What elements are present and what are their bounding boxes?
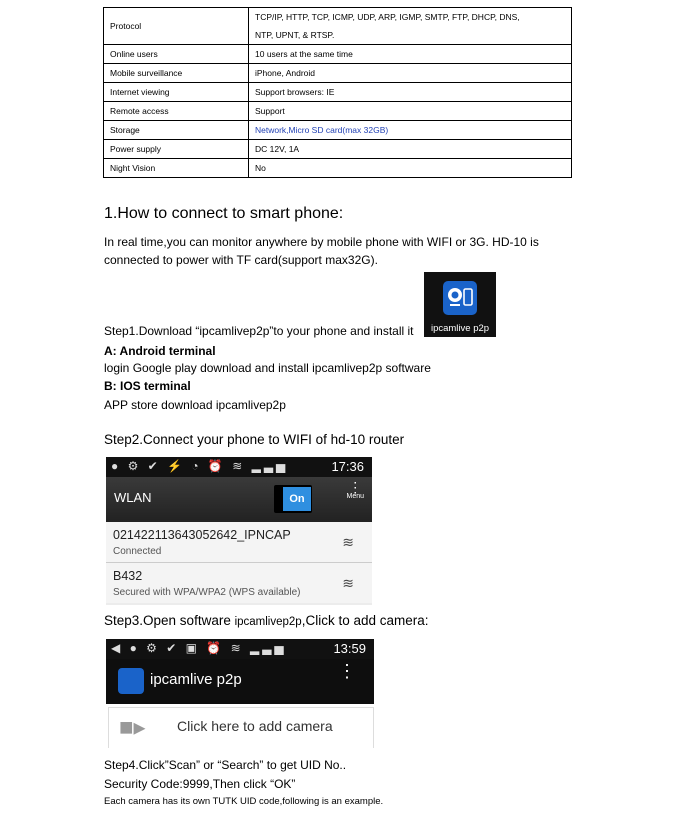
spec-value-line: NTP, UPNT, & RTSP. [255, 30, 335, 40]
wlan-screenshot [106, 457, 372, 605]
spec-key: Storage [104, 121, 249, 140]
spec-key: Internet viewing [104, 83, 249, 102]
status-time: 17:36 [331, 459, 364, 474]
spec-row [104, 140, 572, 159]
wlan-toggle[interactable] [274, 485, 312, 513]
network-status: Connected [113, 546, 162, 557]
app-icon-label: ipcamlive p2p [430, 323, 490, 334]
wifi-signal-icon: ≋ [342, 534, 354, 550]
camera-phone-icon [443, 281, 477, 315]
wlan-titlebar [106, 477, 372, 522]
spec-value: Support [249, 102, 572, 121]
spec-key: Mobile surveillance [104, 64, 249, 83]
wifi-network-item[interactable] [106, 522, 372, 562]
toggle-label: On [283, 487, 311, 511]
spec-row [104, 64, 572, 83]
add-camera-screenshot [106, 639, 374, 748]
step4-note: Each camera has its own TUTK UID code,following is an example. [104, 796, 384, 807]
status-bar [106, 457, 372, 477]
spec-value [249, 8, 572, 45]
status-bar [106, 639, 374, 659]
spec-row [104, 121, 572, 140]
wlan-title: WLAN [114, 490, 152, 505]
wifi-network-item[interactable] [106, 563, 372, 603]
menu-label: Menu [346, 493, 364, 500]
step4-line1: Step4.Click”Scan” or “Search” to get UID No.. [104, 758, 347, 772]
spec-key: Power supply [104, 140, 249, 159]
step4-line2: Security Code:9999,Then click “OK” [104, 777, 296, 791]
section-title: 1.How to connect to smart phone: [104, 205, 344, 222]
spec-table [103, 7, 572, 178]
spec-value: Network,Micro SD card(max 32GB) [249, 121, 572, 140]
network-status: Secured with WPA/WPA2 (WPS available) [113, 587, 301, 598]
add-camera-button[interactable] [108, 707, 374, 748]
ios-text: APP store download ipcamlivep2p [104, 398, 286, 412]
step1-text: Step1.Download “ipcamlivep2p”to your phone and install it [104, 324, 414, 338]
add-camera-icon: ■▸ [119, 714, 146, 741]
wifi-lock-icon: ≋ [342, 575, 354, 591]
spec-value-line: TCP/IP, HTTP, TCP, ICMP, UDP, ARP, IGMP, SMTP, FTP, DHCP, DNS, [255, 12, 520, 22]
ios-heading: B: IOS terminal [104, 379, 191, 393]
intro-line: In real time,you can monitor anywhere by mobile phone with WIFI or 3G. HD-10 is [104, 235, 539, 249]
spec-key: Night Vision [104, 159, 249, 178]
network-name: B432 [113, 569, 143, 583]
status-icons: ◀ ● ⚙ ✔ ▣ ⏰ ≋ ▂▃▅ [111, 641, 287, 655]
overflow-menu-icon[interactable]: ⋮ [338, 661, 356, 681]
spec-key: Online users [104, 45, 249, 64]
spec-row [104, 159, 572, 178]
android-text: login Google play download and install ipcamlivep2p software [104, 361, 431, 375]
ipcamlive-app-icon [424, 272, 496, 337]
spec-row [104, 8, 572, 45]
spec-row [104, 45, 572, 64]
spec-key: Protocol [104, 8, 249, 45]
spec-value: No [249, 159, 572, 178]
step3-suffix: ,Click to add camera: [301, 613, 429, 628]
status-icons: ● ⚙ ✔ ⚡ ◔ ⏰ ≋ ▂▃▅ [111, 459, 289, 473]
step3-text [104, 612, 429, 631]
spec-value: iPhone, Android [249, 64, 572, 83]
status-time: 13:59 [333, 641, 366, 656]
add-camera-label: Click here to add camera [177, 718, 333, 734]
spec-row [104, 102, 572, 121]
app-title: ipcamlive p2p [150, 671, 242, 688]
spec-value: 10 users at the same time [249, 45, 572, 64]
step3-app: ipcamlivep2p [234, 616, 302, 628]
spec-row [104, 83, 572, 102]
intro-line: connected to power with TF card(support max32G). [104, 253, 378, 267]
overflow-icon: ⋮ [348, 479, 363, 495]
step3-prefix: Step3.Open software [104, 613, 235, 628]
spec-key: Remote access [104, 102, 249, 121]
spec-value: Support browsers: IE [249, 83, 572, 102]
network-name: 021422113643052642_IPNCAP [113, 528, 291, 542]
app-bar [106, 659, 374, 704]
menu-button[interactable] [346, 481, 364, 500]
spec-value: DC 12V, 1A [249, 140, 572, 159]
step2-text: Step2.Connect your phone to WIFI of hd-10 router [104, 432, 405, 447]
app-logo-icon [118, 668, 144, 694]
android-heading: A: Android terminal [104, 344, 216, 358]
